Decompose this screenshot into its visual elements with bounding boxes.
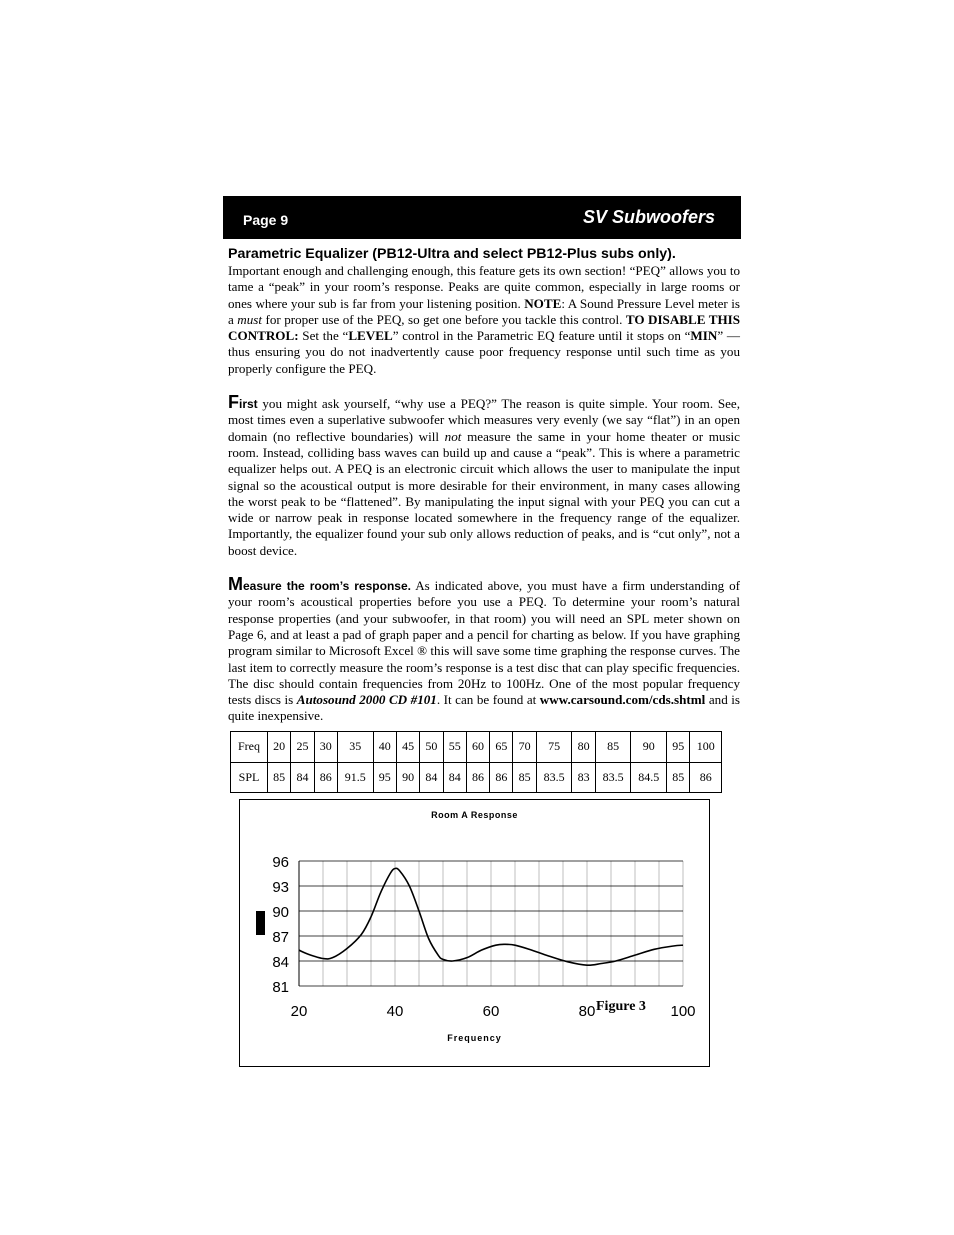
freq-cell: 40 <box>373 732 396 763</box>
x-tick-label: 40 <box>386 1003 404 1020</box>
freq-cell: 85 <box>595 732 631 763</box>
freq-cell: 60 <box>466 732 489 763</box>
not-emphasis: not <box>444 428 462 444</box>
spl-cell: 83.5 <box>595 762 631 793</box>
row-label: SPL <box>231 762 268 793</box>
section-title-peq: Parametric Equalizer (PB12-Ultra and select PB12-Plus subs only). <box>228 246 676 262</box>
disable-warning: TO DISABLE THIS CONTROL: <box>228 311 741 344</box>
freq-cell: 90 <box>631 732 667 763</box>
chart-title: Room A Response <box>431 810 518 820</box>
frequency-spl-table <box>230 731 722 793</box>
text-run: . It can be found at <box>436 692 540 708</box>
y-tick-label: 81 <box>272 979 289 996</box>
lead-in: irst <box>239 397 258 412</box>
chart-x-label: Frequency <box>447 1033 502 1043</box>
spl-cell: 83 <box>572 762 595 793</box>
text-run: ” — thus ensuring you do not inadvertently cause poor frequency response until such time as you properly configure the PEQ. <box>228 328 740 376</box>
freq-cell: 70 <box>513 732 536 763</box>
text-run: As indicated above, you must have a firm understanding of your room’s acoustical properties before you use a PEQ. To determine your room’s natural response properties (and your subwoofer, in that room) you will need an SPL meter shown on Page 6, and at least a pad of graph paper and a pencil for charting as below. If you have graphing program similar to Microsoft Excel ® this will save some time graphing the response curves. The last item to correctly measure the room’s response is a test disc that can play specific frequencies. The disc should contain frequencies from 20Hz to 100Hz. One of the most popular frequency tests discs is <box>228 578 741 708</box>
drop-cap: M <box>228 574 243 595</box>
y-tick-label: 84 <box>272 954 289 971</box>
x-tick-label: 100 <box>670 1003 696 1020</box>
y-tick-label: 87 <box>272 929 289 946</box>
spl-cell: 84.5 <box>631 762 667 793</box>
x-tick-label: 60 <box>482 1003 500 1020</box>
figure-label: Figure 3 <box>596 999 646 1014</box>
freq-cell: 80 <box>572 732 595 763</box>
freq-cell: 55 <box>443 732 466 763</box>
y-tick-label: 96 <box>272 854 289 871</box>
spl-cell: 84 <box>291 762 314 793</box>
freq-cell: 20 <box>268 732 291 763</box>
freq-cell: 25 <box>291 732 314 763</box>
text-run: ” control in the Parametric EQ feature until it stops on “ <box>392 328 691 344</box>
spl-cell: 86 <box>690 762 722 793</box>
spl-cell: 91.5 <box>337 762 373 793</box>
spl-cell: 95 <box>373 762 396 793</box>
spl-cell: 90 <box>396 762 419 793</box>
text-run: and is quite inexpensive. <box>228 692 740 724</box>
lead-in: easure the room’s response. <box>243 579 411 594</box>
y-tick-label: 93 <box>272 879 289 896</box>
text-run: for proper use of the PEQ, so get one before you tackle this control. <box>262 311 626 327</box>
level-control-name: LEVEL <box>348 328 393 344</box>
freq-cell: 45 <box>396 732 419 763</box>
peq-paragraph <box>228 263 740 377</box>
spl-cell: 84 <box>443 762 466 793</box>
test-disc-name: Autosound 2000 CD #101 <box>296 692 437 708</box>
spl-cell: 86 <box>490 762 513 793</box>
spl-cell: 83.5 <box>536 762 572 793</box>
page-number: Page 9 <box>243 212 289 228</box>
response-chart <box>239 799 710 1067</box>
drop-cap: F <box>228 392 239 413</box>
first-paragraph <box>228 394 740 559</box>
row-label: Freq <box>231 732 268 763</box>
min-setting: MIN <box>690 328 718 344</box>
must-emphasis: must <box>237 311 263 327</box>
text-run: Set the “ <box>298 328 349 344</box>
x-tick-label: 20 <box>290 1003 308 1020</box>
text-run: Important enough and challenging enough, this feature gets its own section! “PEQ” allows you to tame a “peak” in your room’s response. Peaks are quite common, especially in large rooms or ones where your sub is far from your listening position. <box>228 263 740 311</box>
spl-cell: 85 <box>513 762 536 793</box>
spacer <box>228 559 740 576</box>
text-run: measure the same in your home theater or music room. Instead, colliding bass waves can build up and cause a “peak”. This is where a parametric equalizer helps out. A PEQ is an electronic circuit which allows the user to manipulate the input signal so the acoustical output is more desirable for their environment, in many cases allowing the worst peak to be “flattened”. By manipulating the input signal with your PEQ you can cut a wide or narrow peak in response located somewhere in the frequency range of the equalizer. Importantly, the equalizer found your sub only allows reduction of peaks, and is “cut only”, not a boost device. <box>228 428 740 558</box>
website-url: www.carsound.com/cds.shtml <box>539 692 706 708</box>
spl-cell: 85 <box>667 762 690 793</box>
freq-cell: 50 <box>420 732 443 763</box>
freq-cell: 65 <box>490 732 513 763</box>
freq-cell: 30 <box>314 732 337 763</box>
brand-title: SV Subwoofers <box>582 207 715 227</box>
table-row-spl <box>231 762 722 793</box>
freq-cell: 75 <box>536 732 572 763</box>
chart-plot <box>240 800 709 1066</box>
freq-cell: 100 <box>690 732 722 763</box>
x-tick-label: 80 <box>578 1003 596 1020</box>
measure-paragraph <box>228 576 740 725</box>
page-header <box>223 196 741 239</box>
text-run: : A Sound Pressure Level meter is a <box>228 295 741 327</box>
spl-cell: 84 <box>420 762 443 793</box>
table-row-freq <box>231 732 722 763</box>
spl-cell: 86 <box>314 762 337 793</box>
page-content <box>228 245 740 725</box>
spl-cell: 85 <box>268 762 291 793</box>
y-tick-label: 90 <box>272 904 289 921</box>
spl-cell: 86 <box>466 762 489 793</box>
text-run: you might ask yourself, “why use a PEQ?” The reason is quite simple. Your room. See, most times even a superlative subwoofer which measures very evenly (we say “flat”) in an open domain (no reflective boundaries) will <box>228 396 740 444</box>
freq-cell: 35 <box>337 732 373 763</box>
note-label: NOTE <box>524 295 562 311</box>
freq-cell: 95 <box>667 732 690 763</box>
spacer <box>228 377 740 394</box>
